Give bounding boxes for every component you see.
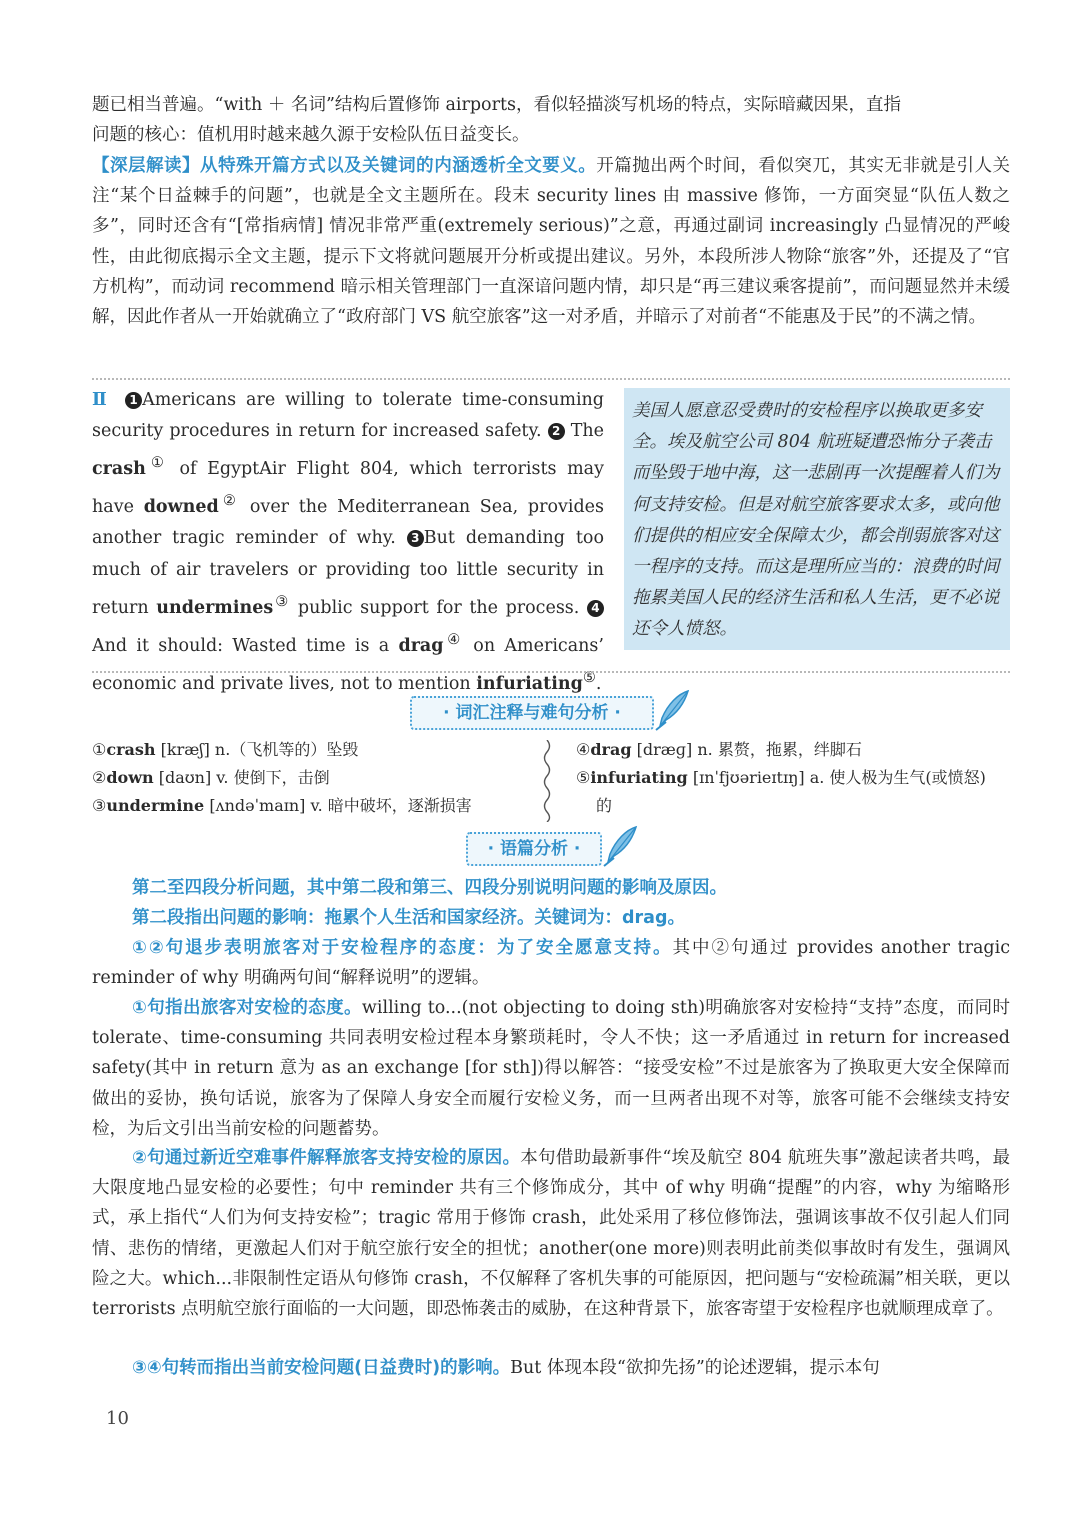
sentence-2b: of EgyptAir Flight 804, which terrorists may have (92, 459, 604, 518)
vocab-item: 的 (596, 796, 613, 815)
page-number: 10 (106, 1408, 129, 1429)
discourse-section-banner (466, 832, 602, 866)
sentence-4c: . (595, 673, 602, 694)
deep-reading-text: 开篇抛出两个时间，看似突兀，其实无非就是引人关注“某个日益棘手的问题”，也就是全文主题所在。段末 security lines 由 massive 修饰，一方面突显“队伍人数之多”，同时还含有“[常指病情] 情况非常严重(extremely serious)”之意，再通过副词 increasingly 凸显情况的严峻性，由此彻底揭示全文主题，提示下文将就问题展开分析或提出建议。另外，本段所涉人物除“旅客”外，还提及了“官方机构”，而动词 recommend 暗示相关管理部门一直深谙问题内情，却只是“再三建议乘客提前”，而问题显然并未缓解，因此作者从一开始就确立了“政府部门 VS 航空旅客”这一对矛盾，并暗示了对前者“不能惠及于民”的不满之情。 (92, 156, 1010, 328)
sentence-4a: And it should: Wasted time is a (92, 635, 390, 656)
vocab-list-right (576, 736, 1016, 820)
feather-pen-icon (652, 688, 692, 732)
wavy-column-divider (540, 740, 554, 822)
vocab-word-infuriating: infuriating (476, 673, 583, 694)
analysis-paragraph-4: ③④句转而指出当前安检问题(日益费时)的影响。But 体现本段“欲抑先扬”的论述逻辑，提示本句 (132, 1358, 880, 1378)
sentence-4b: on Americans’ economic and private lives, not to mention (92, 635, 604, 694)
footnote-5: ⑤ (582, 668, 596, 686)
vocab-item: ③undermine [ʌndəˈmaɪn] v. 暗中破坏，逐渐损害 (92, 796, 472, 815)
sentence-3a: But demanding too much of air travelers or providing too little security in return (92, 528, 604, 618)
chinese-translation-box (624, 388, 1010, 650)
vocab-item: ②down [daʊn] v. 使倒下，击倒 (92, 768, 330, 787)
deep-reading-paragraph (92, 151, 1010, 332)
vocab-word-undermines: undermines (156, 597, 274, 618)
vocab-item: ⑤infuriating [ɪnˈfjʊərieɪtɪŋ] a. 使人极为生气(或愤怒) (576, 768, 986, 787)
paragraph-continued (92, 90, 1010, 150)
analysis-paragraph-1: ①②句退步表明旅客对于安检程序的态度：为了安全愿意支持。其中②句通过 provides another tragic reminder of why 明确两句间“解释说明”的逻辑。 (92, 938, 1010, 989)
vocab-item: ①crash [kræʃ] n.（飞机等的）坠毁 (92, 740, 359, 759)
sentence-2c: over the Mediterranean Sea, provides another tragic reminder of why. (92, 497, 604, 549)
vocab-banner-label: · 词汇注释与难句分析 · (443, 703, 621, 723)
sentence-number-3: 3 (407, 530, 424, 547)
vocab-word-downed: downed (143, 497, 219, 518)
sentence-number-4: 4 (587, 600, 604, 617)
sentence-number-1: 1 (125, 392, 142, 409)
vocab-word-drag: drag (398, 635, 444, 656)
para-line-2: 问题的核心：值机用时越来越久源于安检队伍日益变长。 (92, 125, 530, 146)
feather-pen-icon (600, 824, 640, 868)
sentence-3b: public support for the process. (297, 597, 580, 618)
vocab-list-left (92, 736, 532, 820)
deep-reading-heading: 【深层解读】从特殊开篇方式以及关键词的内涵透析全文要义。 (92, 156, 597, 176)
footnote-1: ① (145, 454, 169, 472)
footnote-3: ③ (273, 592, 291, 610)
english-passage (92, 385, 604, 700)
sentence-1: Americans are willing to tolerate time-consuming security procedures in return for increased safety. (92, 390, 605, 442)
sentence-number-2: 2 (548, 423, 565, 440)
dotted-divider-bottom (92, 671, 1010, 673)
translation-text: 美国人愿意忍受费时的安检程序以换取更多安全。埃及航空公司 804 航班疑遭恐怖分子袭击而坠毁于地中海，这一悲剧再一次提醒着人们为何支持安检。但是对航空旅客要求太多，或向他们提供的相应安全保障太少，都会削弱旅客对这一程序的支持。而这是理所应当的：浪费的时间拖累美国人民的经济生活和私人生活，更不必说还令人愤怒。 (632, 401, 1000, 640)
footnote-4: ④ (443, 630, 465, 648)
vocab-section-banner (410, 696, 654, 730)
analysis-paragraph-2: ①句指出旅客对安检的态度。willing to...(not objecting to doing sth)明确旅客对安检持“支持”态度，而同时 tolerate、time-consuming 共同表明安检过程本身繁琐耗时，令人不快；这一矛盾通过 in return for increased safety(其中 in return 意为 as an exchange [for sth])得以解答：“接受安检”不过是旅客为了换取更大安全保障而做出的妥协，换句话说，旅客为了保障人身安全而履行安检义务，而一旦两者出现不对等，旅客可能不会继续支持安检，为后文引出当前安检的问题蓄势。 (92, 998, 1010, 1139)
discourse-banner-label: · 语篇分析 · (487, 839, 581, 859)
para-line-1: 题已相当普遍。“with ＋ 名词”结构后置修饰 airports，看似轻描淡写机场的特点，实际暗藏因果，直指 (92, 95, 901, 115)
sentence-2a: The (570, 421, 604, 442)
footnote-2: ② (218, 492, 241, 510)
dotted-divider-top (92, 378, 1010, 380)
vocab-word-crash: crash (92, 459, 146, 480)
analysis-heading-1: 第二至四段分析问题，其中第二段和第三、四段分别说明问题的影响及原因。 (132, 878, 727, 898)
analysis-paragraph-3: ②句通过新近空难事件解释旅客支持安检的原因。本句借助最新事件“埃及航空 804 航班失事”激起读者共鸣，最大限度地凸显安检的必要性；句中 reminder 共有三个修饰成分，其中 of why 明确“提醒”的内容，why 为缩略形式，承上指代“人们为何支持安检”；tragic 常用于修饰 crash，此处采用了移位修饰法，强调该事故不仅引起人们同情、悲伤的情绪，更激起人们对于航空旅行安全的担忧；another(one more)则表明此前类似事故时有发生，强调风险之大。which...非限制性定语从句修饰 crash，不仅解释了客机失事的可能原因，把问题与“安检疏漏”相关联，更以 terrorists 点明航空旅行面临的一大问题，即恐怖袭击的威胁，在这种背景下，旅客寄望于安检程序也就顺理成章了。 (92, 1148, 1010, 1320)
analysis-heading-2: 第二段指出问题的影响：拖累个人生活和国家经济。关键词为：drag。 (132, 908, 685, 928)
vocab-item: ④drag [dræɡ] n. 累赘，拖累，绊脚石 (576, 740, 862, 759)
paragraph-roman-numeral: Ⅱ (92, 390, 112, 410)
